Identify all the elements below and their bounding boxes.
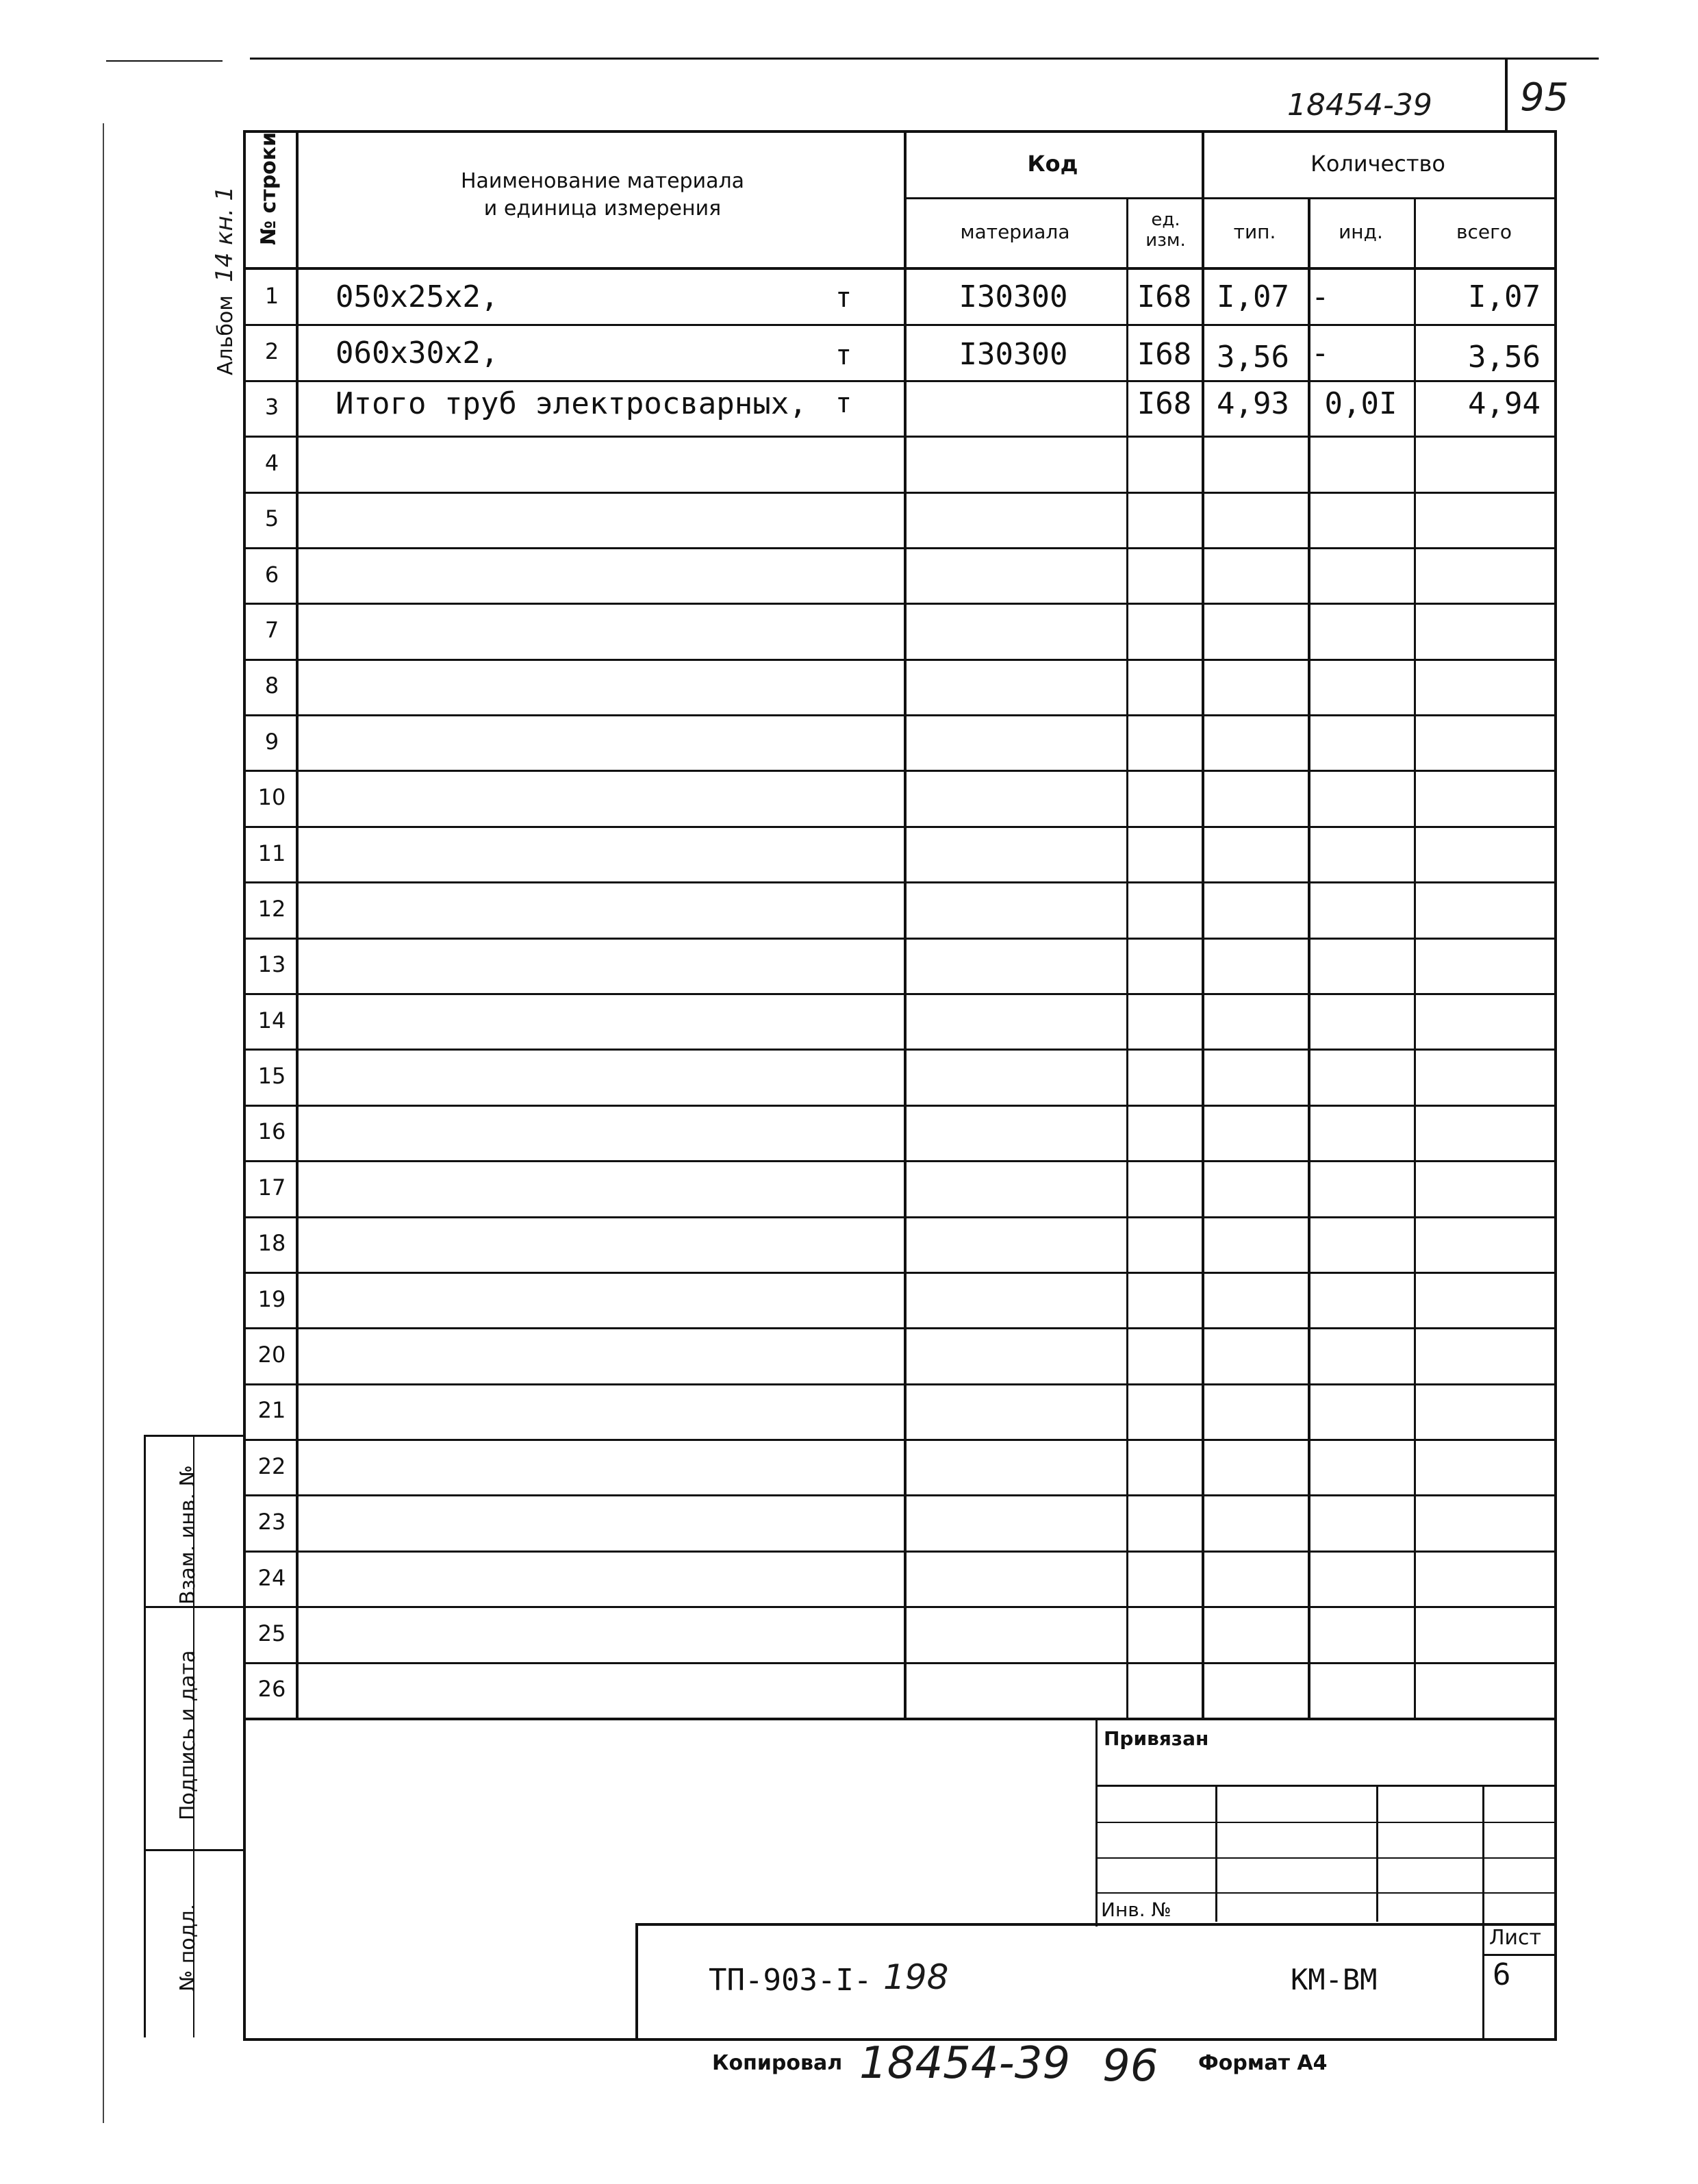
row-number: 1 — [264, 283, 279, 309]
copied-label: Копировал — [712, 2051, 843, 2075]
row-number: 18 — [257, 1230, 286, 1256]
row3-total: 4,94 — [1468, 386, 1541, 421]
row-number: 24 — [257, 1565, 286, 1591]
sheet-label-line — [1482, 1954, 1554, 1956]
row-number: 23 — [257, 1509, 286, 1535]
row-number: 22 — [257, 1453, 286, 1479]
table-row-line — [243, 547, 1554, 549]
row1-name: 050x25x2, — [335, 279, 499, 314]
row-number: 5 — [264, 505, 279, 531]
col-sep-unit — [1126, 199, 1128, 1719]
stamp-grid-v3 — [1482, 1785, 1484, 2038]
sheet-value: 6 — [1493, 1957, 1511, 1992]
table-row-line — [243, 1439, 1554, 1441]
stamp-privyazan-line — [1095, 1785, 1554, 1787]
row-number: 9 — [264, 729, 279, 755]
col-qty-ind-header: инд. — [1339, 221, 1383, 243]
col-qty-typ-header: тип. — [1233, 221, 1276, 243]
table-row-line — [243, 436, 1554, 438]
row-number: 21 — [257, 1397, 286, 1423]
sheet-page-number: 95 — [1520, 75, 1569, 120]
doc-code-printed: ТП-903-I- — [709, 1963, 872, 1998]
row-number: 20 — [257, 1342, 286, 1368]
table-row-line — [243, 1494, 1554, 1496]
col-sep-typ — [1308, 199, 1310, 1719]
podpis-data-label: Подпись и дата — [176, 1650, 200, 1820]
row-number: 26 — [257, 1676, 286, 1702]
row1-unit-letter: т — [835, 282, 852, 314]
table-row-line — [243, 1383, 1554, 1385]
col-sep-rowno — [296, 130, 299, 1719]
row-number: 3 — [264, 394, 279, 420]
frame-left — [243, 130, 246, 2041]
table-row-line — [243, 1662, 1554, 1664]
row-number: 6 — [264, 562, 279, 588]
row1-total: I,07 — [1468, 279, 1541, 314]
sheet-label: Лист — [1489, 1926, 1542, 1950]
page-number-box-left — [1505, 58, 1508, 130]
row2-total: 3,56 — [1468, 340, 1541, 375]
stamp-grid-line1 — [1095, 1822, 1554, 1823]
row1-material: I30300 — [959, 279, 1068, 314]
table-row-line — [243, 1049, 1554, 1051]
stamp-top — [243, 1718, 1557, 1720]
table-row-line — [243, 603, 1554, 605]
col-sep-ind — [1414, 199, 1416, 1719]
col-qty-total-header: всего — [1456, 221, 1512, 243]
table-row-line — [243, 881, 1554, 883]
table-row-line — [243, 1216, 1554, 1218]
stamp-title-top — [635, 1923, 1554, 1926]
table-row-line — [243, 492, 1554, 494]
table-row-line — [243, 659, 1554, 661]
table-row-line — [243, 1272, 1554, 1274]
table-row-line — [243, 1551, 1554, 1553]
table-row-line — [243, 1105, 1554, 1107]
row-number: 25 — [257, 1620, 286, 1646]
format-label: Формат А4 — [1198, 2051, 1328, 2075]
col-sep-name — [904, 130, 907, 1719]
row-number: 16 — [257, 1118, 286, 1144]
row3-unit-letter: т — [835, 388, 852, 419]
row-number: 15 — [257, 1063, 286, 1089]
table-row-line — [243, 770, 1554, 772]
binding-line — [103, 123, 104, 2123]
row1-typ: I,07 — [1217, 279, 1289, 314]
top-rule — [250, 58, 1599, 60]
row2-unit: I68 — [1137, 337, 1192, 372]
table-row-line — [243, 826, 1554, 828]
album-label: Альбом — [214, 295, 238, 375]
table-row-line — [243, 993, 1554, 995]
table-row-line — [243, 324, 1554, 326]
table-row-line — [243, 938, 1554, 940]
row-number: 11 — [257, 840, 286, 866]
header-bottom-line — [243, 267, 1557, 270]
stamp-grid-line2 — [1095, 1857, 1554, 1859]
row3-typ: 4,93 — [1217, 386, 1289, 421]
stamp-grid-v2 — [1376, 1785, 1378, 1922]
row1-ind: - — [1311, 279, 1330, 314]
header-mid-line — [904, 197, 1554, 199]
row2-material: I30300 — [959, 337, 1068, 372]
col-code-unit-header: ед. изм. — [1145, 210, 1186, 251]
row1-unit: I68 — [1137, 279, 1192, 314]
row2-typ: 3,56 — [1217, 340, 1289, 375]
col-code-material-header: материала — [960, 221, 1070, 243]
album-code: 18454-39 — [1287, 88, 1432, 123]
col-qty-header: Количество — [1310, 151, 1445, 177]
table-row-line — [243, 380, 1554, 382]
row3-unit: I68 — [1137, 386, 1192, 421]
copied-hand-code: 18454-39 — [859, 2038, 1071, 2089]
privyazan-label: Привязан — [1104, 1727, 1209, 1750]
col-name-header: Наименование материала и единица измерения — [460, 169, 745, 221]
row2-name: 060x30x2, — [335, 336, 499, 371]
row-number: 13 — [257, 951, 286, 977]
row-number: 14 — [257, 1007, 286, 1033]
col-row-no-header: № строки — [257, 131, 281, 245]
table-row-line — [243, 1606, 1554, 1608]
row-number: 17 — [257, 1175, 286, 1201]
row-number: 7 — [264, 617, 279, 643]
doc-code-hand: 198 — [883, 1957, 949, 1997]
vzam-inv-label: Взам. инв. № — [176, 1465, 200, 1605]
stamp-grid-line3 — [1095, 1892, 1554, 1894]
top-rule-left — [106, 60, 223, 62]
margin-strip-left — [144, 1435, 146, 2037]
album-value: 14 кн. 1 — [211, 186, 238, 282]
row-number: 4 — [264, 450, 279, 476]
row2-ind: - — [1311, 336, 1330, 371]
table-row-line — [243, 1327, 1554, 1329]
inv-podl-label: № подл. — [176, 1903, 200, 1992]
table-row-line — [243, 1160, 1554, 1162]
row3-ind: 0,0I — [1324, 386, 1397, 421]
row-number: 10 — [257, 784, 286, 810]
row3-name: Итого труб электросварных, — [335, 386, 807, 421]
copied-page: 96 — [1102, 2041, 1158, 2092]
col-code-header: Код — [1027, 151, 1078, 177]
row-number: 2 — [264, 338, 279, 364]
mark-code: КМ-ВМ — [1291, 1963, 1378, 1996]
row-number: 12 — [257, 896, 286, 922]
row-number: 8 — [264, 673, 279, 699]
frame-top — [243, 130, 1557, 133]
col-sep-code — [1202, 130, 1204, 1719]
row-number: 19 — [257, 1286, 286, 1312]
frame-right — [1554, 130, 1557, 2041]
table-row-line — [243, 714, 1554, 716]
stamp-title-left — [635, 1923, 638, 2039]
inv-no-label: Инв. № — [1101, 1898, 1171, 1921]
stamp-grid-v1 — [1215, 1785, 1217, 1922]
row2-unit-letter: т — [835, 340, 852, 371]
